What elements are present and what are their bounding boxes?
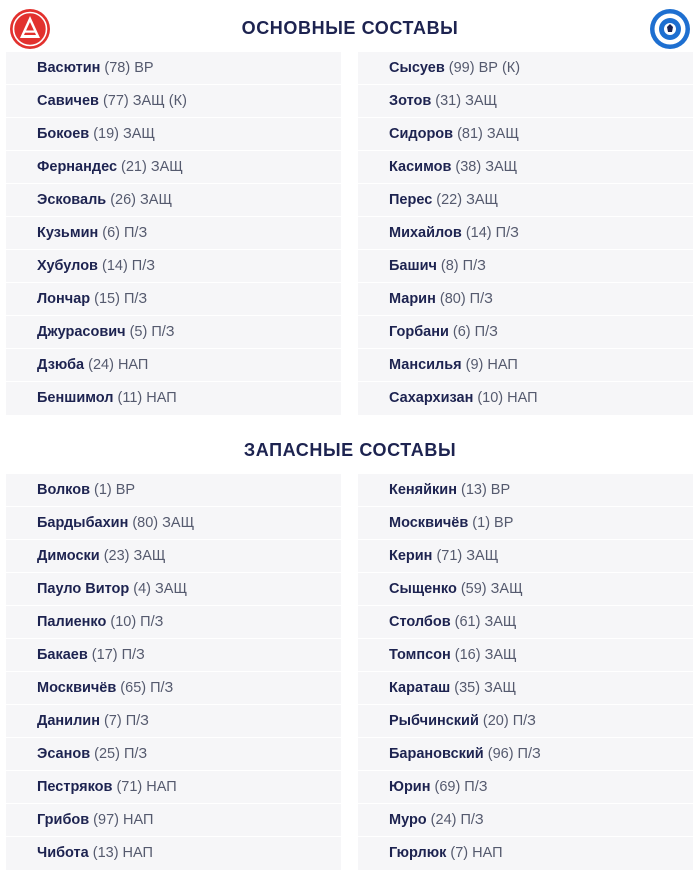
player-row bbox=[6, 507, 341, 540]
player-name: Волков bbox=[37, 482, 91, 498]
player-row bbox=[358, 151, 693, 184]
player-name: Бокоев bbox=[37, 126, 90, 142]
player-row bbox=[358, 771, 693, 804]
player-number-position: (8) П/З bbox=[440, 258, 486, 274]
player-number-position: (20) П/З bbox=[482, 713, 536, 729]
substitutes-title: ЗАПАСНЫЕ СОСТАВЫ bbox=[243, 440, 457, 460]
player-name: Пауло Витор bbox=[37, 581, 130, 597]
player-number-position: (69) П/З bbox=[434, 779, 488, 795]
player-number-position: (21) ЗАЩ bbox=[121, 159, 183, 175]
player-name: Эсковаль bbox=[37, 192, 107, 208]
player-row bbox=[6, 738, 341, 771]
player-row bbox=[6, 151, 341, 184]
player-row bbox=[6, 573, 341, 606]
player-name: Москвичёв bbox=[389, 515, 469, 531]
player-row bbox=[6, 349, 341, 382]
player-number-position: (10) П/З bbox=[110, 614, 164, 630]
player-name: Сысуев bbox=[389, 60, 445, 76]
player-name: Димоски bbox=[37, 548, 100, 564]
player-number-position: (35) ЗАЩ bbox=[454, 680, 517, 696]
player-row bbox=[6, 118, 341, 151]
player-name: Перес bbox=[389, 192, 433, 208]
player-name: Кеняйкин bbox=[389, 482, 457, 498]
player-number-position: (25) П/З bbox=[94, 746, 148, 762]
player-number-position: (14) П/З bbox=[465, 225, 519, 241]
player-name: Сахархизан bbox=[389, 390, 474, 406]
player-number-position: (9) НАП bbox=[465, 357, 518, 373]
player-name: Данилин bbox=[37, 713, 100, 729]
player-name: Мансилья bbox=[389, 357, 462, 373]
player-name: Чибота bbox=[37, 845, 89, 861]
player-row bbox=[6, 705, 341, 738]
player-row bbox=[358, 283, 693, 316]
player-number-position: (5) П/З bbox=[129, 324, 175, 340]
player-row bbox=[6, 606, 341, 639]
player-name: Лончар bbox=[37, 291, 91, 307]
player-number-position: (13) НАП bbox=[92, 845, 153, 861]
player-name: Муро bbox=[389, 812, 427, 828]
player-row bbox=[6, 184, 341, 217]
player-name: Сыщенко bbox=[389, 581, 457, 597]
player-row bbox=[6, 540, 341, 573]
player-row bbox=[358, 250, 693, 283]
player-name: Горбани bbox=[389, 324, 449, 340]
player-row bbox=[358, 118, 693, 151]
player-name: Москвичёв bbox=[37, 680, 117, 696]
player-name: Дзюба bbox=[37, 357, 85, 373]
player-number-position: (71) ЗАЩ bbox=[436, 548, 499, 564]
player-name: Фернандес bbox=[37, 159, 118, 175]
player-number-position: (19) ЗАЩ bbox=[93, 126, 156, 142]
player-row bbox=[358, 349, 693, 382]
player-row bbox=[6, 85, 341, 118]
subs-away-list bbox=[358, 474, 693, 870]
player-row bbox=[6, 771, 341, 804]
player-number-position: (22) ЗАЩ bbox=[436, 192, 499, 208]
player-name: Михайлов bbox=[389, 225, 462, 241]
player-number-position: (14) П/З bbox=[101, 258, 156, 274]
player-name: Кузьмин bbox=[37, 225, 99, 241]
player-number-position: (38) ЗАЩ bbox=[455, 159, 518, 175]
player-name: Башич bbox=[389, 258, 437, 274]
player-number-position: (96) П/З bbox=[487, 746, 541, 762]
player-name: Барановский bbox=[389, 746, 484, 762]
player-row bbox=[358, 705, 693, 738]
player-name: Джурасович bbox=[37, 324, 126, 340]
player-name: Палиенко bbox=[37, 614, 107, 630]
player-number-position: (7) П/З bbox=[103, 713, 149, 729]
player-number-position: (24) П/З bbox=[430, 812, 484, 828]
player-row bbox=[358, 540, 693, 573]
starting-lineups-title: ОСНОВНЫЕ СОСТАВЫ bbox=[241, 18, 459, 38]
player-row bbox=[6, 639, 341, 672]
player-number-position: (13) ВР bbox=[460, 482, 511, 498]
player-number-position: (65) П/З bbox=[120, 680, 174, 696]
player-name: Юрин bbox=[389, 779, 431, 795]
player-name: Караташ bbox=[389, 680, 451, 696]
player-name: Рыбчинский bbox=[389, 713, 479, 729]
player-row bbox=[358, 738, 693, 771]
player-name: Касимов bbox=[389, 159, 452, 175]
starting-away-list bbox=[358, 52, 693, 415]
player-row bbox=[358, 316, 693, 349]
player-row bbox=[358, 606, 693, 639]
player-number-position: (80) ЗАЩ bbox=[132, 515, 195, 531]
player-row bbox=[358, 804, 693, 837]
player-number-position: (17) П/З bbox=[91, 647, 145, 663]
player-number-position: (71) НАП bbox=[116, 779, 177, 795]
player-name: Гюрлюк bbox=[389, 845, 447, 861]
player-number-position: (11) НАП bbox=[117, 390, 177, 406]
player-number-position: (77) ЗАЩ (К) bbox=[102, 93, 187, 109]
player-row bbox=[6, 382, 341, 415]
player-name: Сидоров bbox=[389, 126, 454, 142]
player-row bbox=[358, 573, 693, 606]
player-number-position: (10) НАП bbox=[477, 390, 538, 406]
player-name: Бардыбахин bbox=[37, 515, 129, 531]
player-number-position: (97) НАП bbox=[93, 812, 154, 828]
player-name: Хубулов bbox=[37, 258, 98, 274]
player-number-position: (15) П/З bbox=[94, 291, 148, 307]
player-name: Зотов bbox=[389, 93, 432, 109]
player-name: Эсанов bbox=[37, 746, 91, 762]
player-row bbox=[6, 283, 341, 316]
player-row bbox=[6, 316, 341, 349]
player-number-position: (78) ВР bbox=[104, 60, 154, 76]
player-number-position: (4) ЗАЩ bbox=[133, 581, 188, 597]
player-row bbox=[358, 184, 693, 217]
player-row bbox=[6, 672, 341, 705]
player-name: Савичев bbox=[37, 93, 99, 109]
player-number-position: (7) НАП bbox=[450, 845, 503, 861]
player-number-position: (31) ЗАЩ bbox=[435, 93, 498, 109]
player-name: Беншимол bbox=[37, 390, 114, 406]
player-number-position: (16) ЗАЩ bbox=[454, 647, 517, 663]
player-name: Грибов bbox=[37, 812, 90, 828]
player-row bbox=[358, 217, 693, 250]
subs-home-list bbox=[6, 474, 341, 870]
player-number-position: (6) П/З bbox=[102, 225, 148, 241]
player-name: Бакаев bbox=[37, 647, 88, 663]
player-row bbox=[6, 250, 341, 283]
player-row bbox=[6, 217, 341, 250]
player-row bbox=[358, 382, 693, 415]
player-number-position: (80) П/З bbox=[439, 291, 493, 307]
player-number-position: (26) ЗАЩ bbox=[110, 192, 173, 208]
player-row bbox=[358, 672, 693, 705]
player-number-position: (24) НАП bbox=[88, 357, 149, 373]
player-row bbox=[358, 52, 693, 85]
player-name: Керин bbox=[389, 548, 433, 564]
player-row bbox=[358, 85, 693, 118]
player-row bbox=[6, 804, 341, 837]
player-row bbox=[358, 639, 693, 672]
player-number-position: (1) ВР bbox=[94, 482, 136, 498]
player-number-position: (1) ВР bbox=[472, 515, 514, 531]
player-row bbox=[358, 507, 693, 540]
starting-home-list bbox=[6, 52, 341, 415]
player-row bbox=[6, 837, 341, 870]
player-number-position: (6) П/З bbox=[452, 324, 498, 340]
player-number-position: (61) ЗАЩ bbox=[454, 614, 517, 630]
player-number-position: (59) ЗАЩ bbox=[460, 581, 523, 597]
player-number-position: (23) ЗАЩ bbox=[103, 548, 166, 564]
player-name: Томпсон bbox=[389, 647, 451, 663]
player-row bbox=[358, 474, 693, 507]
player-row bbox=[358, 837, 693, 870]
player-name: Столбов bbox=[389, 614, 451, 630]
player-name: Марин bbox=[389, 291, 436, 307]
player-name: Пестряков bbox=[37, 779, 113, 795]
player-number-position: (99) ВР (К) bbox=[448, 60, 521, 76]
player-row bbox=[6, 474, 341, 507]
player-name: Васютин bbox=[37, 60, 101, 76]
player-row bbox=[6, 52, 341, 85]
player-number-position: (81) ЗАЩ bbox=[457, 126, 519, 142]
